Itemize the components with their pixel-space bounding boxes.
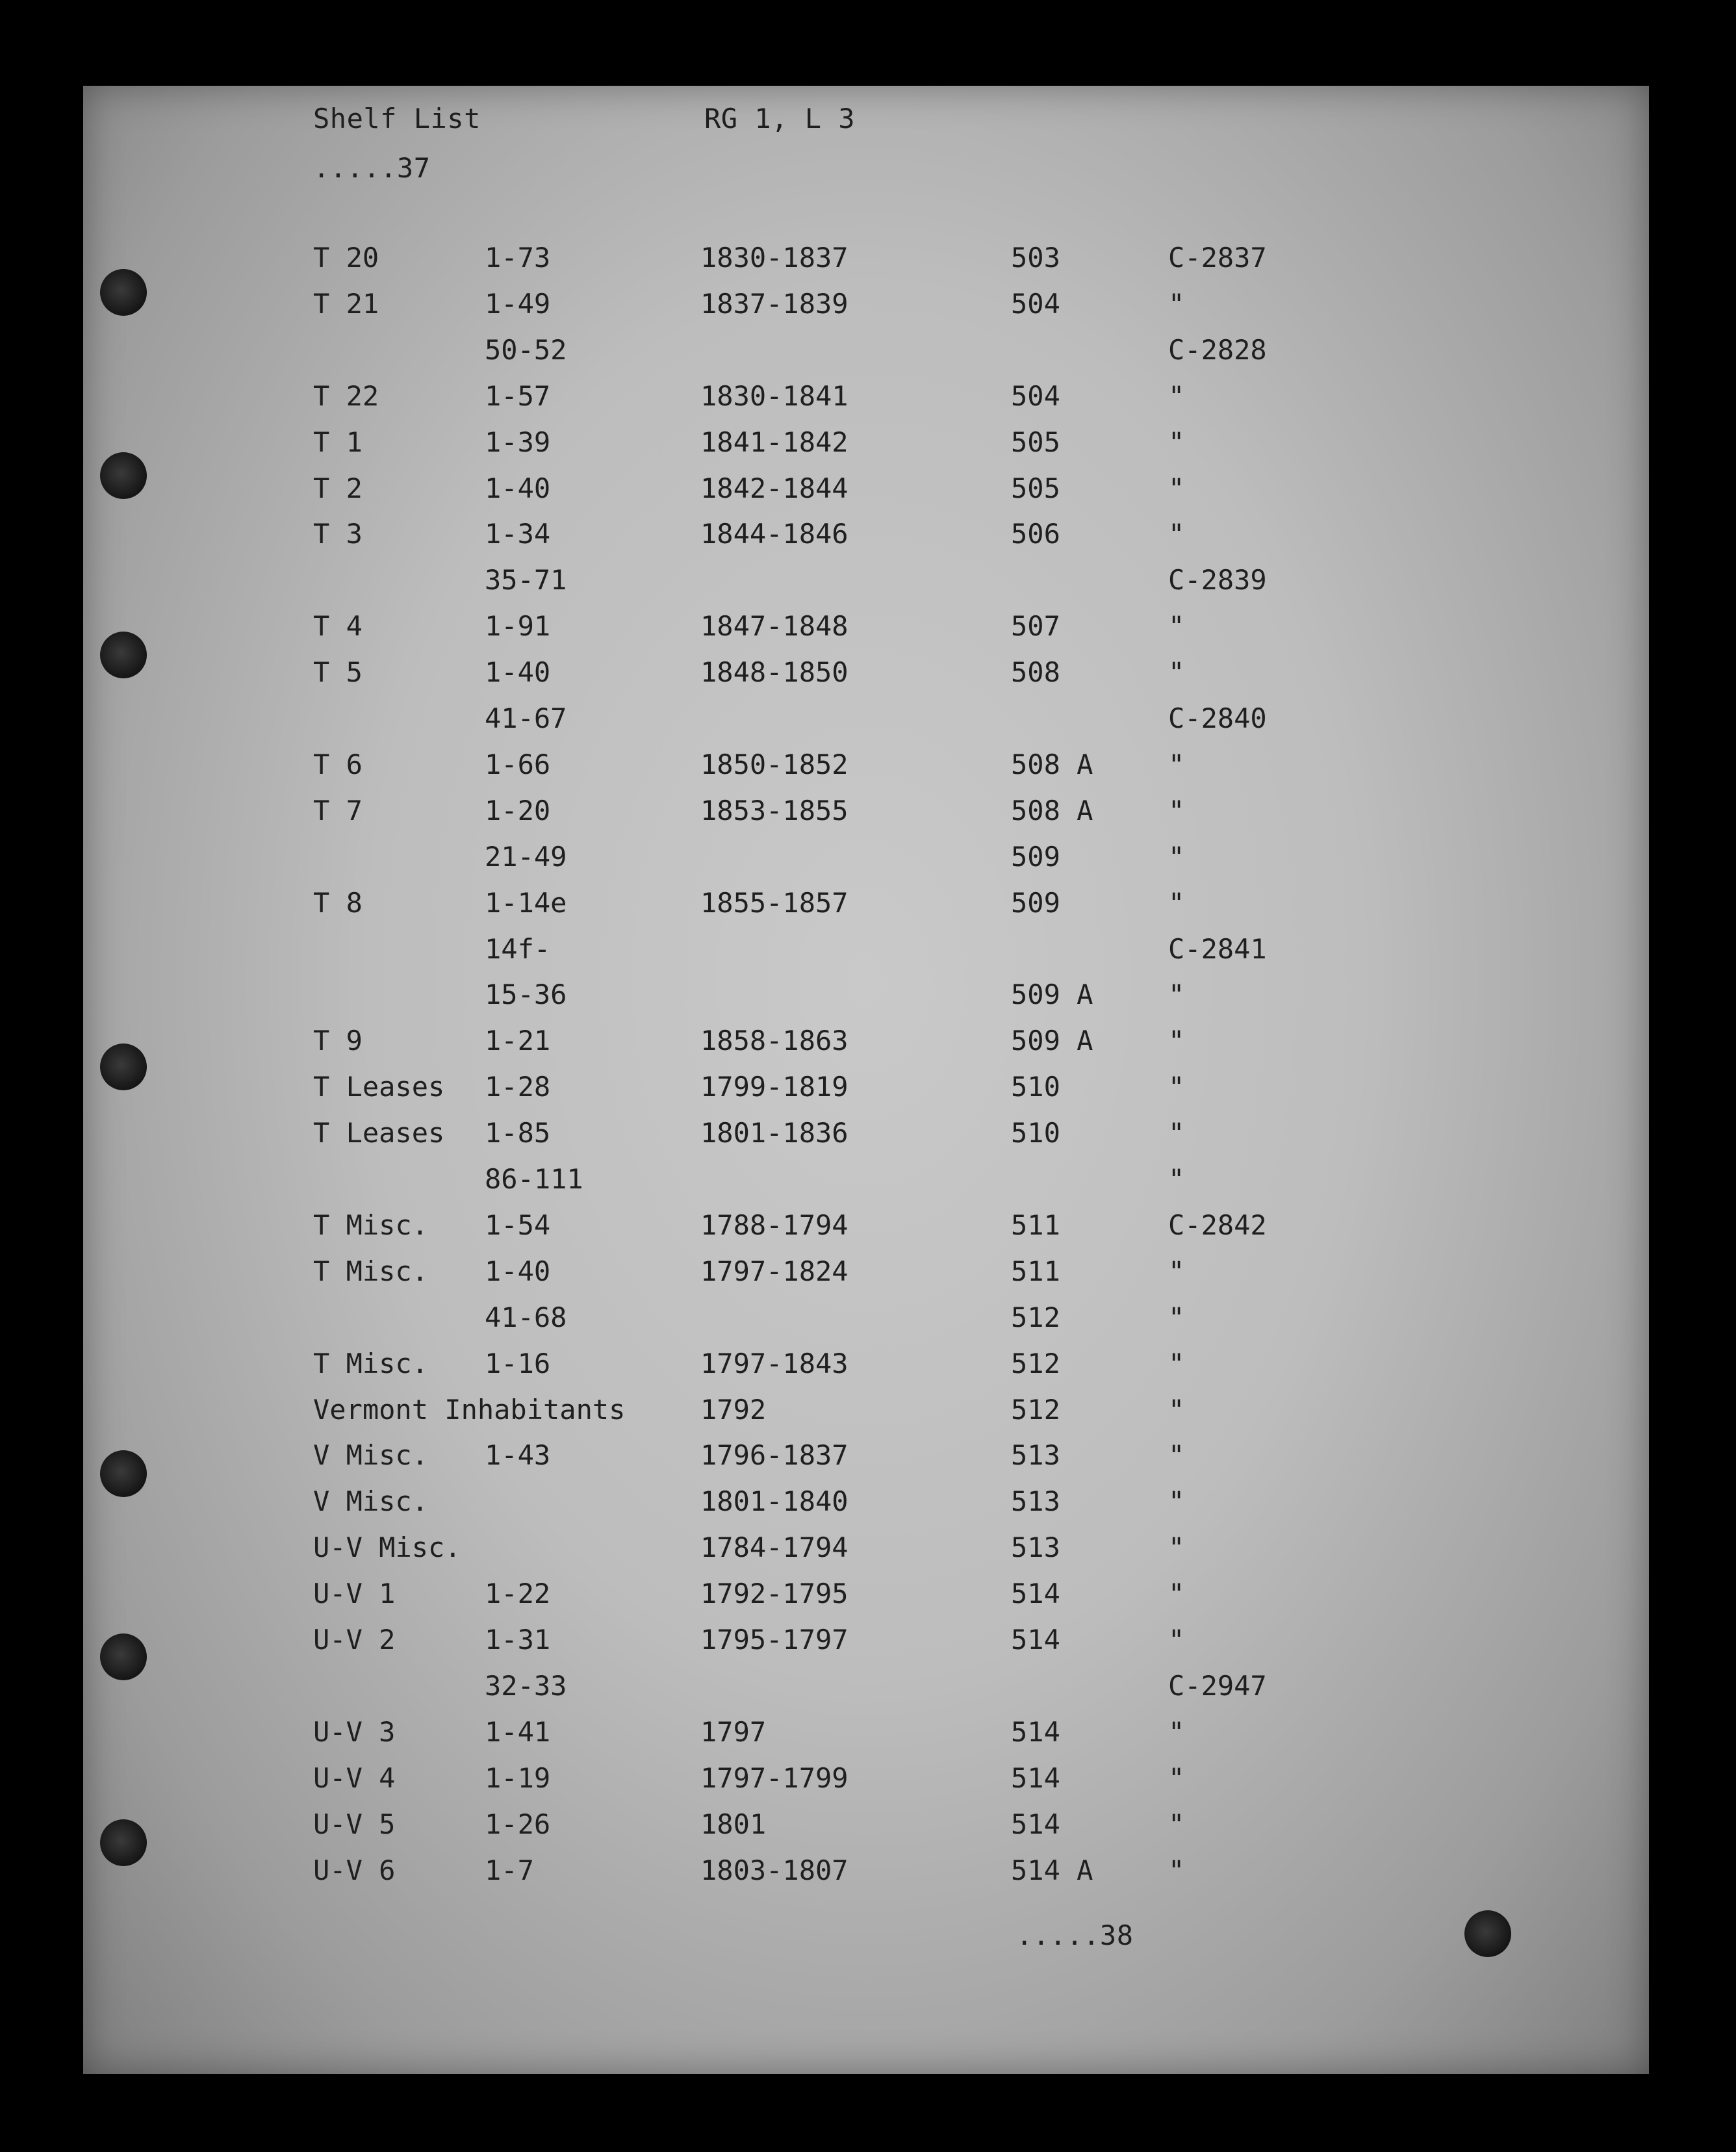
table-row [83,380,1649,419]
box-cell: 512 [1011,1347,1060,1379]
reel-cell: " [1168,1393,1185,1426]
box-cell: 509 [1011,840,1060,873]
series-cell: U-V Misc. [313,1531,461,1564]
series-cell: T 9 [313,1025,363,1057]
box-cell: 514 [1011,1761,1060,1794]
table-row [83,334,1649,373]
items-cell: 1-40 [485,472,551,504]
dates-cell: 1858-1863 [700,1025,849,1057]
table-row [83,242,1649,281]
reel-cell: " [1168,379,1185,412]
table-row [83,1117,1649,1156]
dates-cell: 1796-1837 [700,1439,849,1472]
box-cell: 508 A [1011,748,1093,780]
series-cell: T Leases [313,1117,445,1149]
series-cell: T 4 [313,610,363,643]
dates-cell: 1797-1843 [700,1347,849,1379]
items-cell: 1-31 [485,1624,551,1656]
reel-cell: " [1168,610,1185,643]
table-row [83,1578,1649,1617]
items-cell: 1-43 [485,1439,551,1472]
dates-cell: 1853-1855 [700,794,849,826]
items-cell: 86-111 [485,1163,583,1195]
items-cell: 1-20 [485,794,551,826]
reel-cell: C-2947 [1168,1669,1267,1702]
dates-cell: 1795-1797 [700,1624,849,1656]
items-cell: 1-57 [485,379,551,412]
series-cell: T 6 [313,748,363,780]
table-row [83,1439,1649,1478]
dates-cell: 1788-1794 [700,1209,849,1241]
reel-cell: C-2837 [1168,242,1267,274]
series-cell: T 7 [313,794,363,826]
series-cell: T 21 [313,287,379,320]
box-cell: 511 [1011,1255,1060,1287]
series-cell: U-V 5 [313,1808,396,1840]
box-cell: 513 [1011,1485,1060,1518]
items-cell: 14f- [485,932,551,965]
table-row [83,426,1649,465]
table-row [83,1301,1649,1340]
series-cell: V Misc. [313,1485,429,1518]
series-cell: U-V 1 [313,1578,396,1610]
reel-cell: " [1168,656,1185,689]
box-cell: 503 [1011,242,1060,274]
reel-cell: " [1168,1347,1185,1379]
dates-cell: 1797-1799 [700,1761,849,1794]
items-cell: 41-68 [485,1301,567,1333]
dates-cell: 1801 [700,1808,767,1840]
table-row [83,1071,1649,1110]
continued-to: .....38 [1016,1919,1134,1951]
box-cell: 514 [1011,1578,1060,1610]
reel-cell: " [1168,886,1185,919]
table-row [83,1394,1649,1433]
dates-cell: 1797-1824 [700,1255,849,1287]
reel-cell: " [1168,1439,1185,1472]
items-cell: 1-66 [485,748,551,780]
box-cell: 514 [1011,1715,1060,1748]
items-cell: 1-34 [485,518,551,550]
reel-cell: " [1168,1624,1185,1656]
series-cell: T Misc. [313,1209,429,1241]
items-cell: 1-16 [485,1347,551,1379]
items-cell: 1-22 [485,1578,551,1610]
table-row [83,288,1649,327]
series-cell: V Misc. [313,1439,429,1472]
dates-cell: 1784-1794 [700,1531,849,1564]
box-cell: 514 A [1011,1854,1093,1886]
box-cell: 509 [1011,886,1060,919]
reel-cell: " [1168,1301,1185,1333]
series-cell: Vermont Inhabitants [313,1393,626,1426]
reel-cell: " [1168,1531,1185,1564]
punch-hole [1464,1910,1511,1957]
box-cell: 512 [1011,1301,1060,1333]
table-row [83,749,1649,788]
reel-cell: " [1168,1255,1185,1287]
dates-cell: 1837-1839 [700,287,849,320]
series-cell: T 8 [313,886,363,919]
table-row [83,1808,1649,1847]
box-cell: 508 [1011,656,1060,689]
items-cell: 35-71 [485,564,567,596]
table-row [83,518,1649,557]
reel-cell: " [1168,287,1185,320]
reel-cell: C-2828 [1168,333,1267,366]
table-row [83,933,1649,972]
dates-cell: 1801-1840 [700,1485,849,1518]
items-cell: 1-91 [485,610,551,643]
dates-cell: 1842-1844 [700,472,849,504]
table-row [83,472,1649,511]
table-row [83,1163,1649,1202]
reel-cell: " [1168,1578,1185,1610]
table-row [83,979,1649,1018]
reel-cell: C-2842 [1168,1209,1267,1241]
reel-cell: C-2841 [1168,932,1267,965]
dates-cell: 1792-1795 [700,1578,849,1610]
series-cell: T 1 [313,426,363,458]
items-cell: 1-73 [485,242,551,274]
items-cell: 1-41 [485,1715,551,1748]
items-cell: 1-40 [485,1255,551,1287]
series-cell: T 2 [313,472,363,504]
series-cell: U-V 2 [313,1624,396,1656]
table-row [83,1485,1649,1524]
dates-cell: 1792 [700,1393,767,1426]
reel-cell: " [1168,1071,1185,1103]
table-row [83,1670,1649,1709]
reel-cell: " [1168,979,1185,1011]
reel-cell: C-2839 [1168,564,1267,596]
items-cell: 1-49 [485,287,551,320]
box-cell: 513 [1011,1439,1060,1472]
reel-cell: " [1168,1761,1185,1794]
table-row [83,1716,1649,1755]
shelf-list-title: Shelf List [313,103,481,134]
document-page [83,86,1649,2074]
dates-cell: 1844-1846 [700,518,849,550]
series-cell: T 5 [313,656,363,689]
box-cell: 505 [1011,426,1060,458]
dates-cell: 1830-1837 [700,242,849,274]
table-row [83,1348,1649,1387]
items-cell: 41-67 [485,702,567,734]
items-cell: 1-14e [485,886,567,919]
reel-cell: C-2840 [1168,702,1267,734]
dates-cell: 1855-1857 [700,886,849,919]
table-row [83,656,1649,695]
dates-cell: 1799-1819 [700,1071,849,1103]
series-cell: T Misc. [313,1347,429,1379]
box-cell: 514 [1011,1624,1060,1656]
dates-cell: 1841-1842 [700,426,849,458]
table-row [83,702,1649,741]
dates-cell: 1803-1807 [700,1854,849,1886]
reel-cell: " [1168,1163,1185,1195]
box-cell: 510 [1011,1117,1060,1149]
box-cell: 505 [1011,472,1060,504]
box-cell: 507 [1011,610,1060,643]
series-cell: U-V 3 [313,1715,396,1748]
dates-cell: 1850-1852 [700,748,849,780]
series-cell: U-V 4 [313,1761,396,1794]
reel-cell: " [1168,1854,1185,1886]
reel-cell: " [1168,1715,1185,1748]
reel-cell: " [1168,840,1185,873]
box-cell: 511 [1011,1209,1060,1241]
box-cell: 513 [1011,1531,1060,1564]
box-cell: 504 [1011,287,1060,320]
series-cell: T Misc. [313,1255,429,1287]
box-cell: 504 [1011,379,1060,412]
table-row [83,887,1649,926]
dates-cell: 1797 [700,1715,767,1748]
series-cell: T 3 [313,518,363,550]
reel-cell: " [1168,518,1185,550]
items-cell: 50-52 [485,333,567,366]
reel-cell: " [1168,794,1185,826]
dates-cell: 1830-1841 [700,379,849,412]
items-cell: 1-26 [485,1808,551,1840]
reel-cell: " [1168,472,1185,504]
box-cell: 508 A [1011,794,1093,826]
continued-from: .....37 [313,152,431,184]
items-cell: 1-28 [485,1071,551,1103]
dates-cell: 1848-1850 [700,656,849,689]
series-cell: U-V 6 [313,1854,396,1886]
table-row [83,1025,1649,1064]
table-row [83,564,1649,603]
box-cell: 506 [1011,518,1060,550]
table-row [83,1624,1649,1663]
reel-cell: " [1168,1485,1185,1518]
series-cell: T Leases [313,1071,445,1103]
series-cell: T 20 [313,242,379,274]
reel-cell: " [1168,1025,1185,1057]
table-row [83,1762,1649,1801]
items-cell: 1-85 [485,1117,551,1149]
items-cell: 15-36 [485,979,567,1011]
table-row [83,1854,1649,1893]
box-cell: 514 [1011,1808,1060,1840]
table-row [83,795,1649,834]
box-cell: 512 [1011,1393,1060,1426]
table-row [83,610,1649,649]
table-row [83,1209,1649,1248]
series-cell: T 22 [313,379,379,412]
reel-cell: " [1168,426,1185,458]
record-group-ref: RG 1, L 3 [704,103,856,134]
dates-cell: 1847-1848 [700,610,849,643]
items-cell: 1-19 [485,1761,551,1794]
box-cell: 510 [1011,1071,1060,1103]
table-row [83,1255,1649,1294]
items-cell: 32-33 [485,1669,567,1702]
reel-cell: " [1168,1117,1185,1149]
dates-cell: 1801-1836 [700,1117,849,1149]
table-row [83,841,1649,880]
items-cell: 1-54 [485,1209,551,1241]
table-row [83,1531,1649,1570]
items-cell: 1-21 [485,1025,551,1057]
items-cell: 1-39 [485,426,551,458]
items-cell: 1-7 [485,1854,534,1886]
items-cell: 1-40 [485,656,551,689]
reel-cell: " [1168,1808,1185,1840]
box-cell: 509 A [1011,1025,1093,1057]
reel-cell: " [1168,748,1185,780]
items-cell: 21-49 [485,840,567,873]
box-cell: 509 A [1011,979,1093,1011]
